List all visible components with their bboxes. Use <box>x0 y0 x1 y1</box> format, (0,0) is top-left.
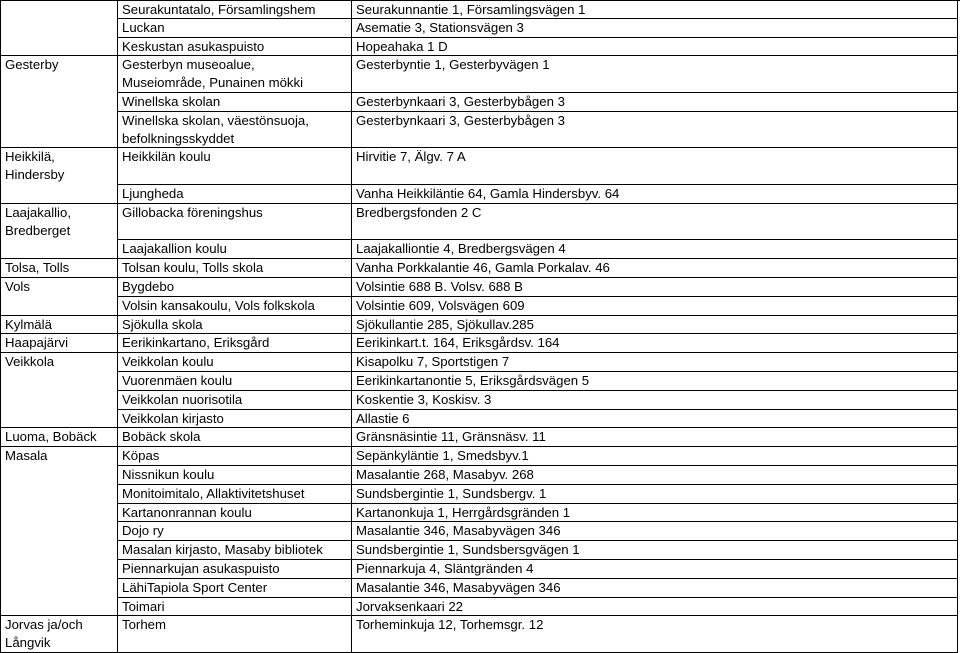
area-cell <box>0 466 118 485</box>
address-cell: Hopeahaka 1 D <box>352 38 958 57</box>
place-cell: Gesterbyn museoalue, Museiområde, Punainen mökki <box>118 56 352 93</box>
address-cell: Kisapolku 7, Sportstigen 7 <box>352 353 958 372</box>
address-cell: Gränsnäsintie 11, Gränsnäsv. 11 <box>352 428 958 447</box>
table-row <box>0 372 960 391</box>
place-cell: Heikkilän koulu <box>118 148 352 185</box>
address-cell: Masalantie 268, Masabyv. 268 <box>352 466 958 485</box>
address-cell: Volsintie 688 B. Volsv. 688 B <box>352 278 958 297</box>
table-row <box>0 204 960 241</box>
place-cell: Dojo ry <box>118 522 352 541</box>
address-cell: Jorvaksenkaari 22 <box>352 598 958 617</box>
place-cell: Luckan <box>118 19 352 38</box>
address-cell: Sepänkyläntie 1, Smedsbyv.1 <box>352 447 958 466</box>
place-cell: Monitoimitalo, Allaktivitetshuset <box>118 485 352 504</box>
table-row <box>0 93 960 112</box>
address-cell: Allastie 6 <box>352 410 958 429</box>
area-cell: Vols <box>0 278 118 297</box>
place-cell: Masalan kirjasto, Masaby bibliotek <box>118 541 352 560</box>
address-cell: Vanha Heikkiläntie 64, Gamla Hindersbyv. 64 <box>352 185 958 204</box>
table-row <box>0 112 960 149</box>
table-row <box>0 391 960 410</box>
address-cell: Koskentie 3, Koskisv. 3 <box>352 391 958 410</box>
table-row <box>0 560 960 579</box>
address-cell: Volsintie 609, Volsvägen 609 <box>352 297 958 316</box>
address-cell: Bredbergsfonden 2 C <box>352 204 958 241</box>
area-cell <box>0 541 118 560</box>
table-row <box>0 410 960 429</box>
address-cell: Eerikinkart.t. 164, Eriksgårdsv. 164 <box>352 334 958 353</box>
address-cell: Masalantie 346, Masabyvägen 346 <box>352 579 958 598</box>
address-cell: Sundsbergintie 1, Sundsbersgvägen 1 <box>352 541 958 560</box>
area-cell <box>0 504 118 523</box>
address-cell: Laajakalliontie 4, Bredbergsvägen 4 <box>352 240 958 259</box>
address-cell: Piennarkuja 4, Släntgränden 4 <box>352 560 958 579</box>
area-cell <box>0 522 118 541</box>
place-cell: LähiTapiola Sport Center <box>118 579 352 598</box>
address-cell: Gesterbyntie 1, Gesterbyvägen 1 <box>352 56 958 93</box>
area-cell: Kylmälä <box>0 316 118 335</box>
address-cell: Hirvitie 7, Älgv. 7 A <box>352 148 958 185</box>
table-row <box>0 38 960 57</box>
place-cell: Volsin kansakoulu, Vols folkskola <box>118 297 352 316</box>
table-row <box>0 466 960 485</box>
place-cell: Kartanonrannan koulu <box>118 504 352 523</box>
place-cell: Torhem <box>118 616 352 653</box>
place-cell: Nissnikun koulu <box>118 466 352 485</box>
area-cell <box>0 598 118 617</box>
address-cell: Gesterbynkaari 3, Gesterbybågen 3 <box>352 112 958 149</box>
area-cell: Gesterby <box>0 56 118 93</box>
place-cell: Piennarkujan asukaspuisto <box>118 560 352 579</box>
area-cell: Luoma, Bobäck <box>0 428 118 447</box>
area-cell <box>0 19 118 38</box>
table-row <box>0 598 960 617</box>
area-cell <box>0 410 118 429</box>
area-cell <box>0 185 118 204</box>
table-row <box>0 504 960 523</box>
place-cell: Winellska skolan, väestönsuoja, befolkningsskyddet <box>118 112 352 149</box>
area-cell: Laajakallio, Bredberget <box>0 204 118 241</box>
area-cell <box>0 560 118 579</box>
area-cell: Masala <box>0 447 118 466</box>
table-row <box>0 447 960 466</box>
area-cell <box>0 1 118 19</box>
address-cell: Eerikinkartanontie 5, Eriksgårdsvägen 5 <box>352 372 958 391</box>
address-cell: Sjökullantie 285, Sjökullav.285 <box>352 316 958 335</box>
address-cell: Torheminkuja 12, Torhemsgr. 12 <box>352 616 958 653</box>
table-row <box>0 240 960 259</box>
area-cell <box>0 38 118 57</box>
place-cell: Veikkolan kirjasto <box>118 410 352 429</box>
place-cell: Seurakuntatalo, Församlingshem <box>118 1 352 19</box>
area-cell: Jorvas ja/och Långvik <box>0 616 118 653</box>
place-cell: Tolsan koulu, Tolls skola <box>118 259 352 278</box>
table-row <box>0 0 960 19</box>
place-cell: Bygdebo <box>118 278 352 297</box>
table-row <box>0 297 960 316</box>
address-cell: Asematie 3, Stationsvägen 3 <box>352 19 958 38</box>
place-cell: Köpas <box>118 447 352 466</box>
area-cell <box>0 112 118 149</box>
table-row <box>0 185 960 204</box>
table-row <box>0 56 960 93</box>
table-row <box>0 616 960 653</box>
table-row <box>0 579 960 598</box>
table-row <box>0 522 960 541</box>
place-cell: Keskustan asukaspuisto <box>118 38 352 57</box>
address-cell: Seurakunnantie 1, Församlingsvägen 1 <box>352 1 958 19</box>
address-cell: Sundsbergintie 1, Sundsbergv. 1 <box>352 485 958 504</box>
area-cell <box>0 93 118 112</box>
place-cell: Gillobacka föreningshus <box>118 204 352 241</box>
table-row <box>0 428 960 447</box>
table-row <box>0 334 960 353</box>
area-cell <box>0 372 118 391</box>
table-row <box>0 316 960 335</box>
place-cell: Sjökulla skola <box>118 316 352 335</box>
address-cell: Masalantie 346, Masabyvägen 346 <box>352 522 958 541</box>
area-cell: Tolsa, Tolls <box>0 259 118 278</box>
address-cell: Kartanonkuja 1, Herrgårdsgränden 1 <box>352 504 958 523</box>
place-cell: Ljungheda <box>118 185 352 204</box>
table-row <box>0 259 960 278</box>
area-cell <box>0 485 118 504</box>
table-row <box>0 19 960 38</box>
place-cell: Bobäck skola <box>118 428 352 447</box>
place-cell: Winellska skolan <box>118 93 352 112</box>
table-row <box>0 278 960 297</box>
area-cell <box>0 240 118 259</box>
area-cell <box>0 391 118 410</box>
place-cell: Vuorenmäen koulu <box>118 372 352 391</box>
area-cell: Veikkola <box>0 353 118 372</box>
address-cell: Vanha Porkkalantie 46, Gamla Porkalav. 46 <box>352 259 958 278</box>
address-cell: Gesterbynkaari 3, Gesterbybågen 3 <box>352 93 958 112</box>
place-cell: Eerikinkartano, Eriksgård <box>118 334 352 353</box>
area-cell <box>0 579 118 598</box>
place-cell: Toimari <box>118 598 352 617</box>
table-row <box>0 353 960 372</box>
place-cell: Veikkolan nuorisotila <box>118 391 352 410</box>
place-cell: Veikkolan koulu <box>118 353 352 372</box>
place-cell: Laajakallion koulu <box>118 240 352 259</box>
area-cell: Heikkilä, Hindersby <box>0 148 118 185</box>
area-cell <box>0 297 118 316</box>
table-row <box>0 541 960 560</box>
table-row <box>0 485 960 504</box>
area-cell: Haapajärvi <box>0 334 118 353</box>
table-row <box>0 148 960 185</box>
